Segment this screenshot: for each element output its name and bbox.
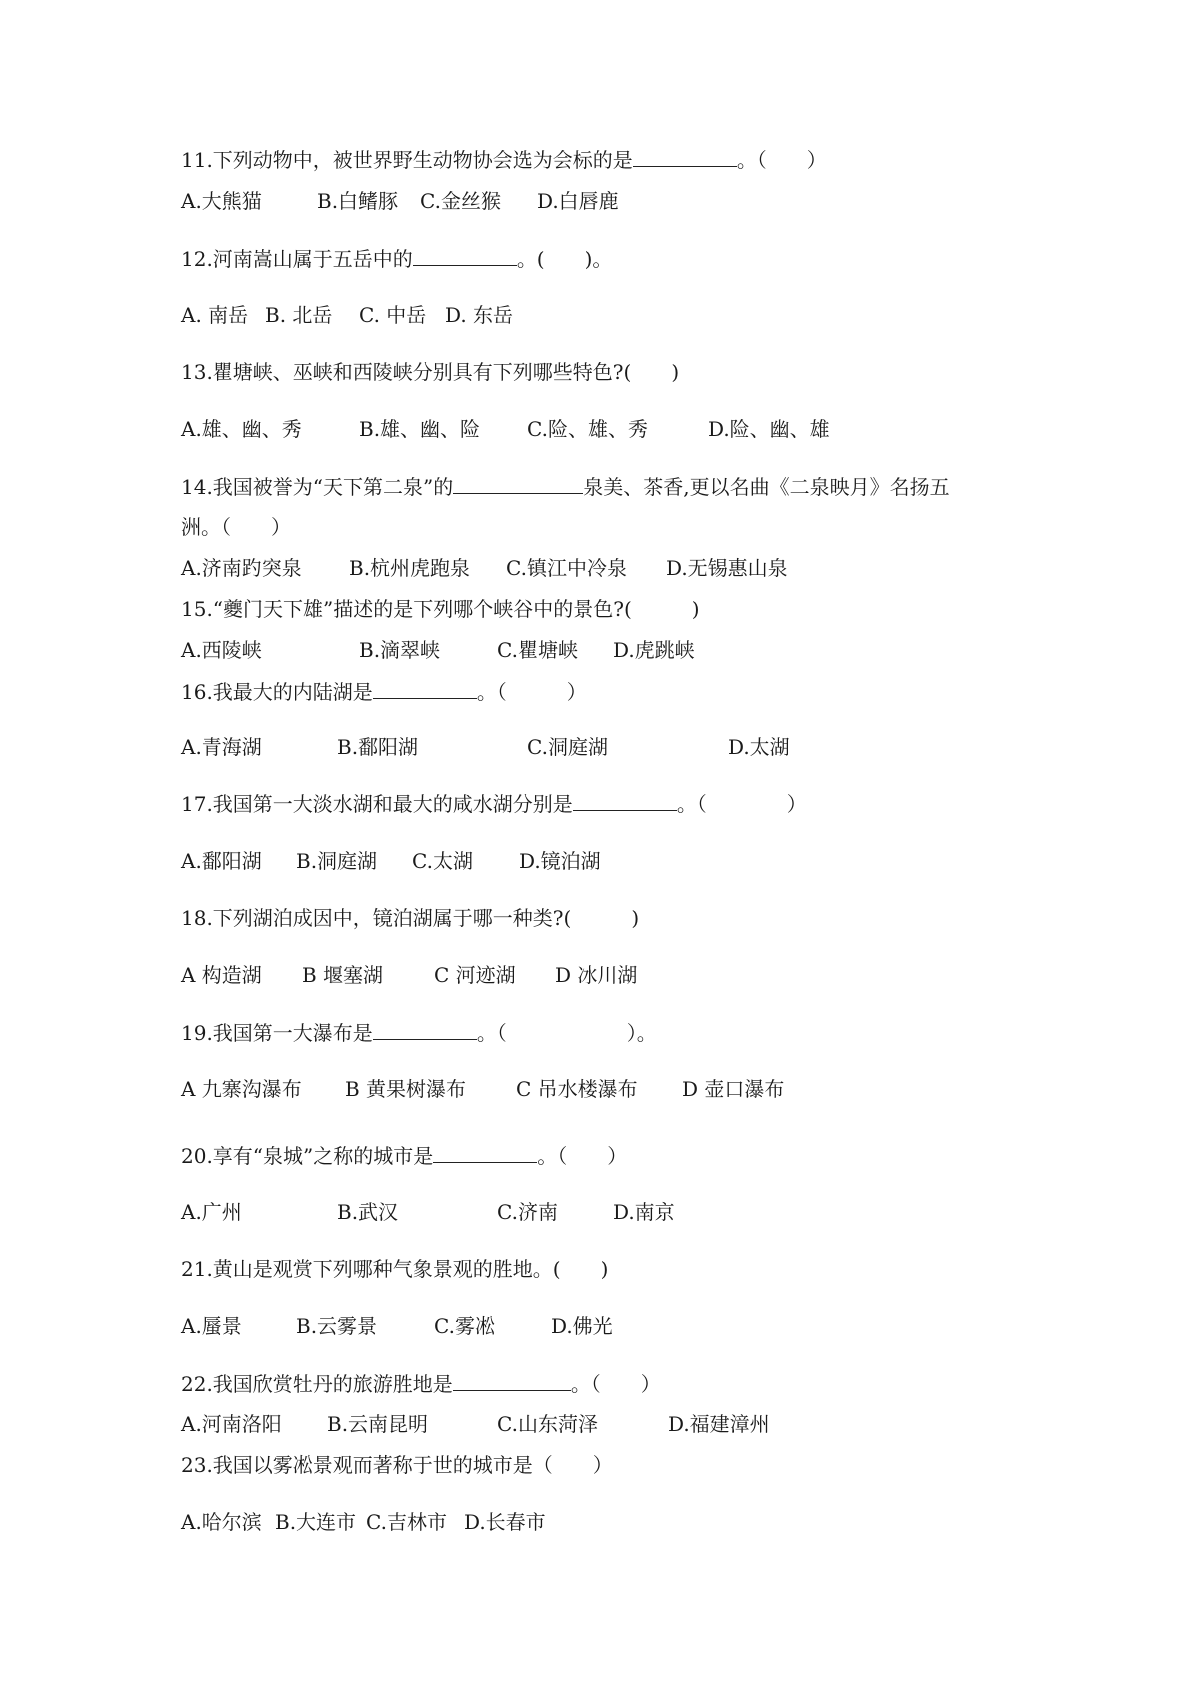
option-b: B.云南昆明 xyxy=(327,1412,429,1436)
option-c: C.吉林市 xyxy=(366,1510,447,1534)
option-d: D.南京 xyxy=(613,1200,675,1224)
option-c: C.济南 xyxy=(497,1200,558,1224)
option-a: A 构造湖 xyxy=(181,963,262,987)
option-c: C 吊水楼瀑布 xyxy=(516,1077,638,1101)
question-12-stem: 12.河南嵩山属于五岳中的 。( )。 xyxy=(181,247,613,271)
option-c: C 河迹湖 xyxy=(434,963,516,987)
option-b: B.大连市 xyxy=(275,1510,357,1534)
question-14-stem-cont: 洲。（ ） xyxy=(181,515,291,539)
option-d: D.太湖 xyxy=(728,735,790,759)
question-22-stem: 22.我国欣赏牡丹的旅游胜地是 。（ ） xyxy=(181,1372,661,1396)
option-b: B.杭州虎跑泉 xyxy=(349,556,471,580)
option-d: D.虎跳峡 xyxy=(613,638,695,662)
option-a: A.鄱阳湖 xyxy=(181,849,262,873)
answer-blank xyxy=(453,473,583,494)
option-d: D.福建漳州 xyxy=(668,1412,770,1436)
option-a: A.蜃景 xyxy=(181,1314,242,1338)
option-c: C.瞿塘峡 xyxy=(497,638,578,662)
question-19-stem: 19.我国第一大瀑布是 。（ ）。 xyxy=(181,1021,657,1045)
answer-blank xyxy=(633,146,737,167)
option-a: A.雄、幽、秀 xyxy=(181,417,302,441)
option-d: D.无锡惠山泉 xyxy=(666,556,788,580)
option-c: C.雾凇 xyxy=(434,1314,495,1338)
option-b: B. 北岳 xyxy=(265,303,333,327)
question-21-stem: 21.黄山是观赏下列哪种气象景观的胜地。( ) xyxy=(181,1257,609,1281)
question-20-stem: 20.享有“泉城”之称的城市是 。（ ） xyxy=(181,1144,628,1168)
option-c: C.镇江中冷泉 xyxy=(506,556,627,580)
option-a: A. 南岳 xyxy=(181,303,249,327)
option-d: D.险、幽、雄 xyxy=(708,417,830,441)
option-a: A.哈尔滨 xyxy=(181,1510,262,1534)
option-b: B 堰塞湖 xyxy=(302,963,384,987)
option-b: B.武汉 xyxy=(337,1200,399,1224)
option-d: D.镜泊湖 xyxy=(519,849,601,873)
option-d: D.佛光 xyxy=(551,1314,613,1338)
option-d: D 壶口瀑布 xyxy=(682,1077,785,1101)
answer-blank xyxy=(453,1370,571,1391)
option-b: B.洞庭湖 xyxy=(296,849,378,873)
option-a: A.济南趵突泉 xyxy=(181,556,302,580)
option-a: A.广州 xyxy=(181,1200,242,1224)
option-a: A.西陵峡 xyxy=(181,638,262,662)
question-17-stem: 17.我国第一大淡水湖和最大的咸水湖分别是 。（ ） xyxy=(181,792,807,816)
question-23-stem: 23.我国以雾凇景观而著称于世的城市是（ ） xyxy=(181,1453,613,1477)
option-b: B.滴翠峡 xyxy=(359,638,441,662)
option-c: C.太湖 xyxy=(412,849,473,873)
option-c: C.山东菏泽 xyxy=(497,1412,598,1436)
option-c: C.洞庭湖 xyxy=(527,735,608,759)
answer-blank xyxy=(573,790,677,811)
answer-blank xyxy=(433,1142,537,1163)
option-d: D. 东岳 xyxy=(445,303,514,327)
option-a: A 九寨沟瀑布 xyxy=(181,1077,302,1101)
option-d: D 冰川湖 xyxy=(555,963,638,987)
option-b: B.白鳍豚 xyxy=(317,189,399,213)
question-11-stem: 11.下列动物中，被世界野生动物协会选为会标的是 。（ ） xyxy=(181,148,827,172)
question-18-stem: 18.下列湖泊成因中，镜泊湖属于哪一种类?( ) xyxy=(181,906,640,930)
option-a: A.大熊猫 xyxy=(181,189,262,213)
option-d: D.白唇鹿 xyxy=(537,189,619,213)
question-16-stem: 16.我最大的内陆湖是 。（ ） xyxy=(181,680,587,704)
option-c: C.金丝猴 xyxy=(420,189,501,213)
question-13-stem: 13.瞿塘峡、巫峡和西陵峡分别具有下列哪些特色?( ) xyxy=(181,360,680,384)
option-b: B.雄、幽、险 xyxy=(359,417,481,441)
option-b: B.鄱阳湖 xyxy=(337,735,419,759)
answer-blank xyxy=(413,245,517,266)
option-a: A.河南洛阳 xyxy=(181,1412,282,1436)
option-b: B 黄果树瀑布 xyxy=(345,1077,467,1101)
option-b: B.云雾景 xyxy=(296,1314,378,1338)
question-14-stem: 14.我国被誉为“天下第二泉”的 泉美、茶香,更以名曲《二泉映月》名扬五 xyxy=(181,475,950,499)
answer-blank xyxy=(373,678,477,699)
option-c: C. 中岳 xyxy=(359,303,427,327)
answer-blank xyxy=(373,1019,477,1040)
option-a: A.青海湖 xyxy=(181,735,262,759)
question-15-stem: 15.“夔门天下雄”描述的是下列哪个峡谷中的景色?( ) xyxy=(181,597,700,621)
option-c: C.险、雄、秀 xyxy=(527,417,648,441)
option-d: D.长春市 xyxy=(464,1510,546,1534)
